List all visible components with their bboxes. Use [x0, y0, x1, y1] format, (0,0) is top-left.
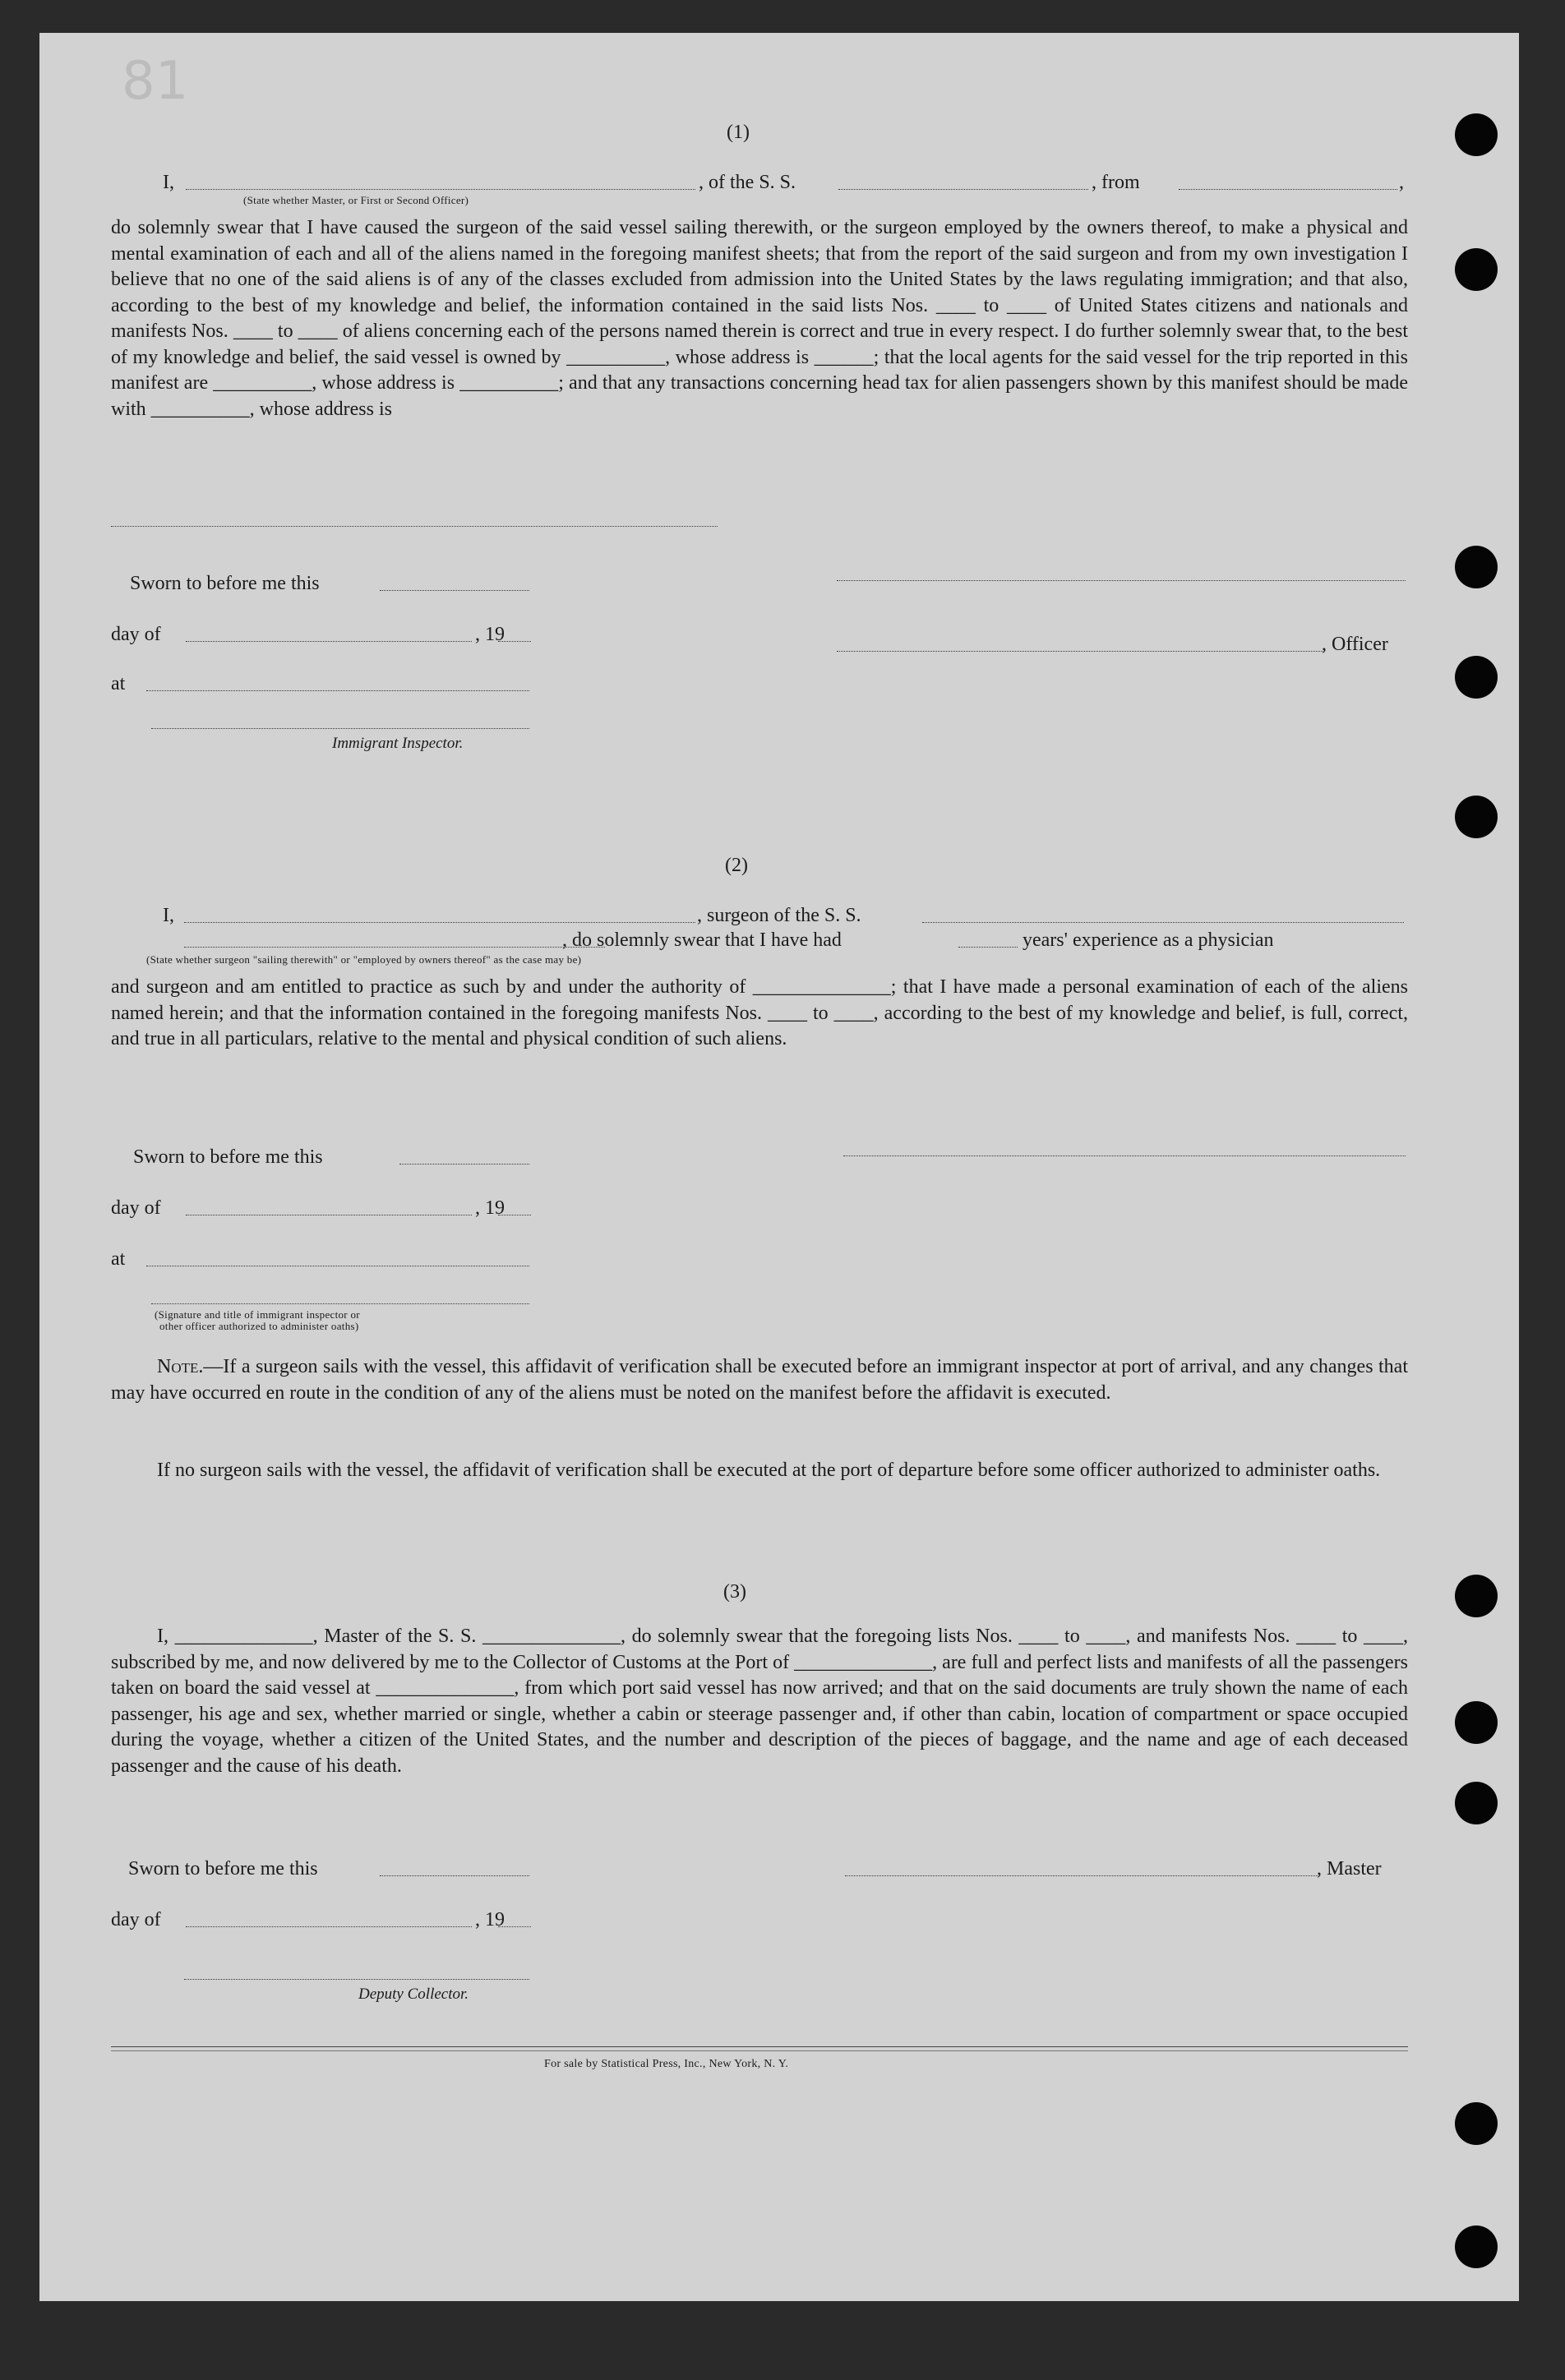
printer-footer: For sale by Statistical Press, Inc., New York, N. Y.	[544, 2058, 789, 2070]
sworn-label-2: Sworn to before me this	[133, 1146, 323, 1168]
punch-hole	[1455, 1782, 1498, 1824]
collector-signature-line[interactable]	[184, 1979, 529, 1980]
surgeon-status-field[interactable]	[184, 947, 605, 948]
inspector-signature-line-2[interactable]	[151, 1303, 529, 1304]
surgeon-vessel-field[interactable]	[922, 922, 1404, 923]
note-label: Note.	[157, 1356, 204, 1377]
master-signature-line[interactable]	[845, 1875, 1318, 1876]
sworn-day-field-1[interactable]	[380, 590, 529, 591]
collector-label: Deputy Collector.	[358, 1986, 469, 2003]
years-field[interactable]	[958, 947, 1018, 948]
surgeon-of-ss-label: , surgeon of the S. S.	[697, 905, 861, 926]
officer-label: , Officer	[1322, 634, 1388, 655]
day-of-label-1: day of	[111, 624, 161, 645]
swear-had-label: , do solemnly swear that I have had	[562, 929, 842, 951]
signature-note-line-1: (Signature and title of immigrant inspector or	[155, 1308, 360, 1321]
at-place-field-1[interactable]	[146, 690, 529, 691]
state-officer-note: (State whether Master, or First or Second Officer)	[243, 194, 469, 206]
officer-signature-line[interactable]	[837, 580, 1406, 581]
month-field-1[interactable]	[186, 641, 472, 642]
section-1-number: (1)	[727, 122, 750, 143]
year-field-1[interactable]	[498, 641, 531, 642]
at-label-1: at	[111, 673, 126, 694]
master-label: , Master	[1317, 1858, 1382, 1880]
punch-hole	[1455, 796, 1498, 838]
punch-hole	[1455, 2225, 1498, 2268]
section-1-body: do solemnly swear that I have caused the surgeon of the said vessel sailing therewith, or the surgeon employed by the owners thereof, to make a physical and mental examination of each and all of the aliens named in the foregoing manifest sheets; that from the report of the said surgeon and from my own investigation I believe that no one of the said aliens is of any of the classes excluded from admission into the United States by the laws regulating immigration; and that also, according to the best of my knowledge and belief, the information contained in the said lists Nos. ____ to ____ of United States citizens and nationals and manifests Nos. ____ to ____ of aliens concerning each of the persons named therein is correct and true in every respect. I do further solemnly swear that, to the best of my knowledge and belief, the said vessel is owned by __________, whose address is ______; that the local agents for the said vessel for the trip reported in this manifest are __________, whose address is __________; and that any transactions concerning head tax for alien passengers shown by this manifest should be made with __________, whose address is	[111, 217, 1408, 420]
vessel-name-field[interactable]	[838, 189, 1088, 190]
surgeon-signature-line[interactable]	[843, 1155, 1406, 1156]
year-prefix-2: , 19	[475, 1197, 505, 1219]
officer-title-line[interactable]	[837, 651, 1323, 652]
inspector-label: Immigrant Inspector.	[332, 735, 464, 752]
signature-note-line-2: other officer authorized to administer oaths)	[159, 1320, 359, 1332]
surgeon-name-field[interactable]	[184, 922, 695, 923]
day-of-label-2: day of	[111, 1197, 161, 1219]
from-port-field[interactable]	[1179, 189, 1397, 190]
of-ss-label: , of the S. S.	[699, 172, 796, 193]
section-1-i-label: I,	[163, 172, 174, 193]
sworn-label-3: Sworn to before me this	[128, 1858, 318, 1880]
corner-pencil-mark: 81	[122, 51, 189, 112]
line-end-comma: ,	[1399, 172, 1404, 193]
section-3-body: I, ______________, Master of the S. S. ______________, do solemnly swear that the foregoing lists Nos. ____ to ____, and manifests Nos. ____ to ____, subscribed by me, and now delivered by me to the Collector of Customs at the Port of ______________, are full and perfect lists and manifests of all the passengers taken on board the said vessel at ______________, from which port said vessel has now arrived; and that on the said documents are truly shown the name of each passenger, his age and sex, whether married or single, whether a cabin or steerage passenger and, if other than cabin, location of compartment or space occupied during the voyage, whether a citizen of the United States, and the number and description of the pieces of baggage, and the name and age of each deceased passenger and the cause of his death.	[111, 1626, 1408, 1777]
inspector-signature-line[interactable]	[151, 728, 529, 729]
note-text-1: —If a surgeon sails with the vessel, this affidavit of verification shall be executed before an immigrant inspector at port of arrival, and any changes that may have occurred en route in the condition of any of the aliens must be noted on the manifest before the affidavit is executed.	[111, 1356, 1408, 1404]
note-paragraph-1	[111, 1354, 1408, 1406]
signature-line-1[interactable]	[111, 526, 718, 527]
punch-hole	[1455, 1575, 1498, 1617]
years-experience-label: years' experience as a physician	[1023, 929, 1274, 951]
punch-hole	[1455, 656, 1498, 699]
sworn-day-field-2[interactable]	[399, 1164, 529, 1165]
month-field-3[interactable]	[186, 1926, 472, 1927]
sworn-day-field-3[interactable]	[380, 1875, 529, 1876]
section-2-i-label: I,	[163, 905, 174, 926]
year-prefix-3: , 19	[475, 1909, 505, 1930]
at-label-2: at	[111, 1248, 126, 1270]
from-label: , from	[1092, 172, 1140, 193]
punch-hole	[1455, 113, 1498, 156]
year-prefix-1: , 19	[475, 624, 505, 645]
punch-hole	[1455, 248, 1498, 291]
section-3-number: (3)	[723, 1581, 746, 1603]
sworn-label-1: Sworn to before me this	[130, 573, 320, 594]
section-2-body: and surgeon and am entitled to practice as such by and under the authority of ______________; that I have made a personal examination of each of the aliens named herein; and that the information contained in the foregoing manifests Nos. ____ to ____, according to the best of my knowledge and belief, is full, correct, and true in all particulars, relative to the mental and physical condition of such aliens.	[111, 976, 1408, 1049]
officer-name-field[interactable]	[186, 189, 695, 190]
day-of-label-3: day of	[111, 1909, 161, 1930]
note-paragraph-2: If no surgeon sails with the vessel, the affidavit of verification shall be executed at the port of departure before some officer authorized to administer oaths.	[157, 1460, 1381, 1481]
punch-hole	[1455, 546, 1498, 588]
section-2-number: (2)	[725, 855, 748, 876]
year-field-3[interactable]	[498, 1926, 531, 1927]
form-page	[39, 33, 1519, 2301]
surgeon-status-note: (State whether surgeon "sailing therewith" or "employed by owners thereof" as the case may be)	[146, 953, 582, 966]
footer-rule-bottom	[111, 2050, 1408, 2051]
footer-rule-top	[111, 2046, 1408, 2047]
punch-hole	[1455, 1701, 1498, 1744]
punch-hole	[1455, 2102, 1498, 2145]
